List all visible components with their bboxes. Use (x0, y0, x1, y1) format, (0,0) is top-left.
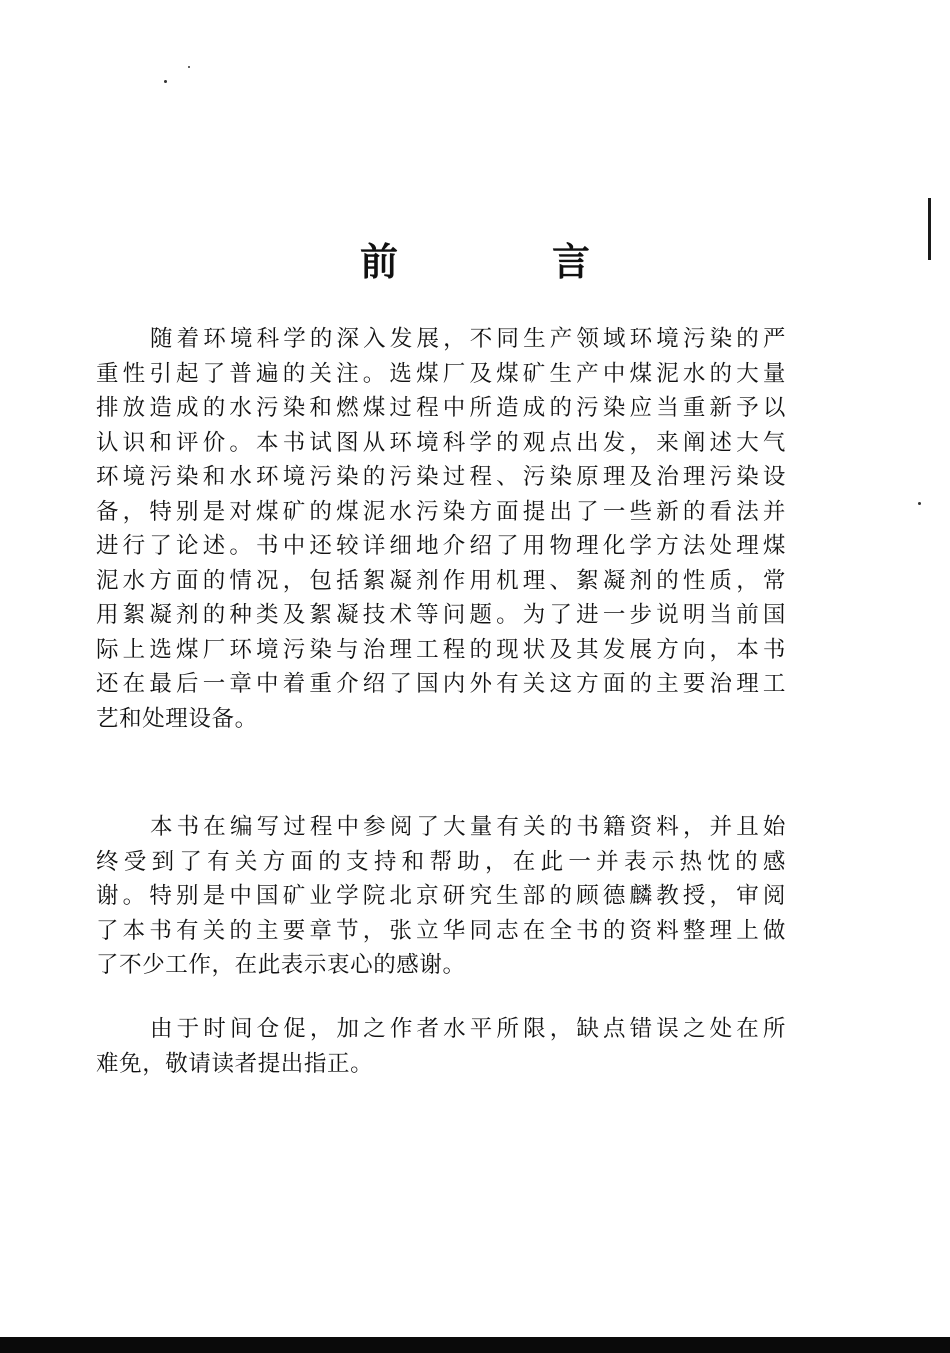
text-line: 泥水方面的情况，包括絮凝剂作用机理、絮凝剂的性质，常 (96, 567, 786, 594)
text-line: 重性引起了普遍的关注。选煤厂及煤矿生产中煤泥水的大量 (96, 360, 786, 387)
scan-bottom-border (0, 1337, 950, 1353)
text-line: 难免，敬请读者提出指正。 (96, 1050, 374, 1077)
text-line: 了不少工作，在此表示衷心的感谢。 (96, 952, 466, 978)
text-line: 用絮凝剂的种类及絮凝技术等问题。为了进一步说明当前国 (96, 602, 786, 628)
text-line: 备，特别是对煤矿的煤泥水污染方面提出了一些新的看法并 (96, 498, 786, 525)
scan-speck (164, 80, 167, 83)
text-line: 还在最后一章中着重介绍了国内外有关这方面的主要治理工 (96, 671, 786, 697)
text-line: 随着环境科学的深入发展，不同生产领域环境污染的严 (150, 326, 786, 352)
text-line: 际上选煤厂环境污染与治理工程的现状及其发展方向，本书 (96, 636, 786, 663)
page-title: 前 言 (359, 239, 648, 284)
text-line: 谢。特别是中国矿业学院北京研究生部的顾德麟教授，审阅 (96, 883, 786, 909)
paragraph-3 (96, 1012, 786, 1081)
text-line: 环境污染和水环境污染的污染过程、污染原理及治理污染设 (96, 464, 786, 490)
text-line: 艺和处理设备。 (96, 705, 258, 732)
text-line: 终受到了有关方面的支持和帮助，在此一并表示热忱的感 (96, 848, 786, 875)
text-line: 排放造成的水污染和燃煤过程中所造成的污染应当重新予以 (96, 395, 786, 421)
scan-speck (188, 66, 190, 68)
text-line: 由于时间仓促，加之作者水平所限，缺点错误之处在所 (150, 1016, 786, 1042)
text-line: 本书在编写过程中参阅了大量有关的书籍资料，并且始 (150, 814, 786, 840)
text-line: 认识和评价。本书试图从环境科学的观点出发，来阐述大气 (96, 429, 786, 456)
text-line: 了本书有关的主要章节，张立华同志在全书的资料整理上做 (96, 917, 786, 944)
text-line: 进行了论述。书中还较详细地介绍了用物理化学方法处理煤 (96, 533, 786, 559)
paragraph-1 (96, 322, 786, 736)
paragraph-2 (96, 810, 786, 983)
scan-speck (918, 502, 921, 505)
